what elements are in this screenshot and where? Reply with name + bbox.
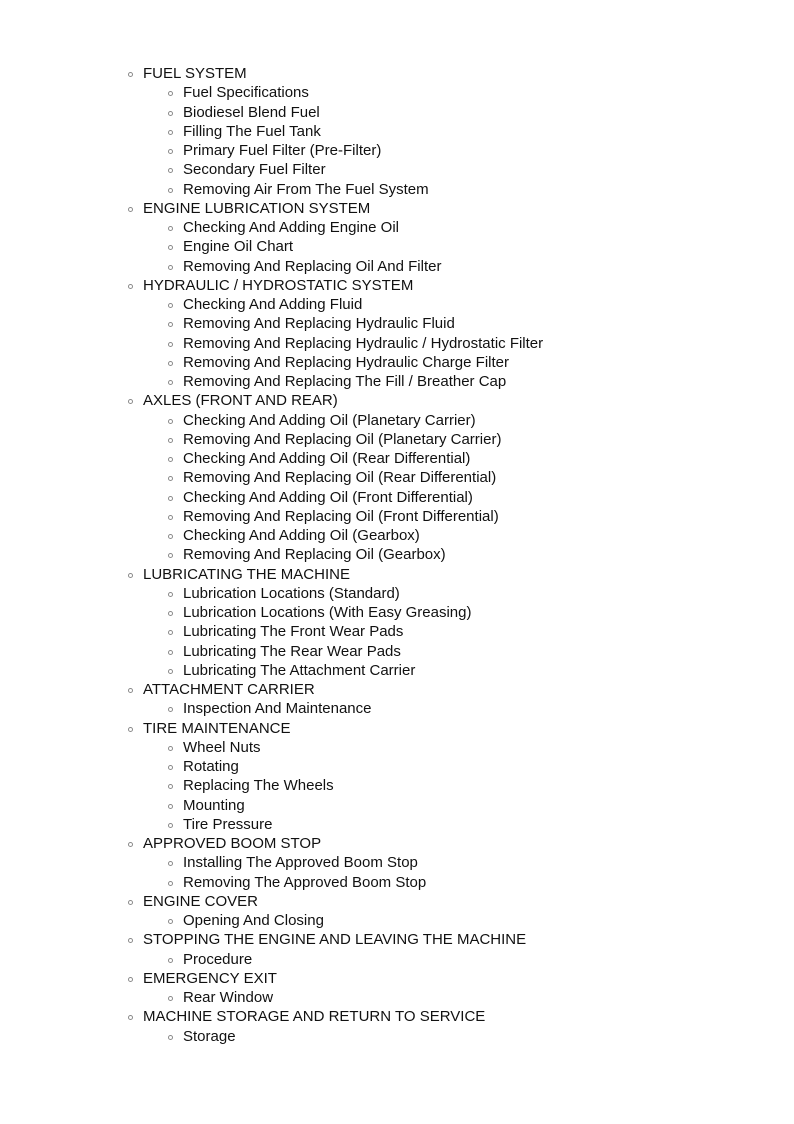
bullet-icon bbox=[168, 1035, 173, 1040]
bullet-icon bbox=[168, 342, 173, 347]
list-item-label: Removing The Approved Boom Stop bbox=[183, 873, 427, 891]
list-item-label: Engine Oil Chart bbox=[183, 238, 294, 256]
bullet-icon bbox=[168, 630, 173, 635]
section-title: AXLES (FRONT AND REAR) bbox=[143, 392, 338, 410]
bullet-icon bbox=[128, 1015, 133, 1020]
section-attachment-carrier bbox=[126, 680, 766, 699]
list-item-label: Checking And Adding Fluid bbox=[183, 296, 363, 313]
list-item bbox=[126, 699, 766, 718]
bullet-icon bbox=[168, 669, 173, 674]
bullet-icon bbox=[168, 303, 173, 308]
section-title: APPROVED BOOM STOP bbox=[143, 835, 322, 852]
section-title: ATTACHMENT CARRIER bbox=[143, 681, 315, 698]
list-item-label: Removing And Replacing Oil (Front Differential) bbox=[183, 507, 499, 525]
list-item-label: Replacing The Wheels bbox=[183, 777, 334, 795]
bullet-icon bbox=[168, 919, 173, 924]
list-item bbox=[126, 141, 766, 160]
list-item bbox=[126, 1027, 766, 1046]
section-title: HYDRAULIC / HYDROSTATIC SYSTEM bbox=[143, 276, 414, 294]
list-item bbox=[126, 661, 766, 680]
list-item-label: Lubrication Locations (With Easy Greasing) bbox=[183, 604, 472, 621]
bullet-icon bbox=[168, 91, 173, 96]
bullet-icon bbox=[168, 611, 173, 616]
bullet-icon bbox=[168, 476, 173, 481]
list-item-label: Mounting bbox=[183, 796, 245, 814]
section-emergency-exit bbox=[126, 969, 766, 988]
section-stopping-engine bbox=[126, 930, 766, 949]
section-title: LUBRICATING THE MACHINE bbox=[143, 565, 350, 583]
bullet-icon bbox=[168, 361, 173, 366]
list-item-label: Installing The Approved Boom Stop bbox=[183, 854, 418, 872]
section-axles bbox=[126, 391, 766, 410]
section-lubricating-machine bbox=[126, 565, 766, 584]
list-item bbox=[126, 622, 766, 641]
list-item-label: Rear Window bbox=[183, 989, 274, 1006]
table-of-contents bbox=[126, 64, 766, 1046]
list-item-label: Inspection And Maintenance bbox=[183, 700, 372, 718]
bullet-icon bbox=[128, 284, 133, 289]
bullet-icon bbox=[168, 534, 173, 539]
list-item bbox=[126, 642, 766, 661]
list-item bbox=[126, 988, 766, 1007]
section-engine-lubrication bbox=[126, 199, 766, 218]
bullet-icon bbox=[168, 496, 173, 501]
list-item-label: Wheel Nuts bbox=[183, 738, 261, 756]
list-item bbox=[126, 950, 766, 969]
bullet-icon bbox=[168, 419, 173, 424]
list-item bbox=[126, 738, 766, 757]
section-title: TIRE MAINTENANCE bbox=[143, 719, 291, 737]
list-item-label: Biodiesel Blend Fuel bbox=[183, 103, 320, 121]
list-item-label: Tire Pressure bbox=[183, 815, 273, 833]
list-item bbox=[126, 526, 766, 545]
list-item bbox=[126, 757, 766, 776]
bullet-icon bbox=[168, 515, 173, 520]
bullet-icon bbox=[168, 130, 173, 135]
section-hydraulic-hydrostatic bbox=[126, 276, 766, 295]
list-item bbox=[126, 911, 766, 930]
list-item-label: Removing And Replacing Hydraulic / Hydrostatic Filter bbox=[183, 334, 544, 352]
list-item bbox=[126, 603, 766, 622]
bullet-icon bbox=[128, 900, 133, 905]
list-item-label: Checking And Adding Engine Oil bbox=[183, 219, 399, 236]
bullet-icon bbox=[168, 457, 173, 462]
section-title: EMERGENCY EXIT bbox=[143, 969, 277, 987]
list-item bbox=[126, 257, 766, 276]
list-item-label: Fuel Specifications bbox=[183, 84, 309, 102]
list-item-label: Removing And Replacing Oil And Filter bbox=[183, 257, 442, 275]
section-fuel-system bbox=[126, 64, 766, 83]
list-item bbox=[126, 796, 766, 815]
list-item-label: Filling The Fuel Tank bbox=[183, 122, 321, 140]
list-item bbox=[126, 372, 766, 391]
list-item bbox=[126, 468, 766, 487]
section-title: FUEL SYSTEM bbox=[143, 65, 247, 82]
list-item bbox=[126, 545, 766, 564]
bullet-icon bbox=[168, 168, 173, 173]
bullet-icon bbox=[128, 72, 133, 77]
list-item-label: Primary Fuel Filter (Pre-Filter) bbox=[183, 142, 382, 159]
list-item bbox=[126, 218, 766, 237]
list-item-label: Removing And Replacing Oil (Rear Differential) bbox=[183, 469, 497, 487]
list-item bbox=[126, 314, 766, 333]
list-item bbox=[126, 853, 766, 872]
bullet-icon bbox=[168, 746, 173, 751]
list-item bbox=[126, 122, 766, 141]
bullet-icon bbox=[168, 438, 173, 443]
section-title: MACHINE STORAGE AND RETURN TO SERVICE bbox=[143, 1008, 486, 1026]
bullet-icon bbox=[168, 245, 173, 250]
bullet-icon bbox=[128, 727, 133, 732]
list-item-label: Checking And Adding Oil (Planetary Carrier) bbox=[183, 411, 476, 429]
list-item-label: Lubricating The Attachment Carrier bbox=[183, 661, 416, 679]
section-engine-cover bbox=[126, 892, 766, 911]
list-item-label: Secondary Fuel Filter bbox=[183, 161, 326, 179]
list-item bbox=[126, 103, 766, 122]
bullet-icon bbox=[168, 958, 173, 963]
bullet-icon bbox=[168, 226, 173, 231]
bullet-icon bbox=[168, 111, 173, 116]
list-item bbox=[126, 584, 766, 603]
bullet-icon bbox=[128, 977, 133, 982]
list-item-label: Rotating bbox=[183, 758, 239, 775]
list-item-label: Removing And Replacing The Fill / Breather Cap bbox=[183, 373, 507, 390]
bullet-icon bbox=[128, 399, 133, 404]
bullet-icon bbox=[168, 265, 173, 270]
bullet-icon bbox=[128, 688, 133, 693]
list-item-label: Lubrication Locations (Standard) bbox=[183, 584, 400, 602]
list-item-label: Lubricating The Rear Wear Pads bbox=[183, 642, 401, 660]
bullet-icon bbox=[168, 861, 173, 866]
list-item-label: Opening And Closing bbox=[183, 912, 324, 929]
section-title: ENGINE COVER bbox=[143, 892, 259, 910]
list-item-label: Checking And Adding Oil (Front Differential) bbox=[183, 488, 473, 506]
list-item-label: Lubricating The Front Wear Pads bbox=[183, 623, 404, 641]
bullet-icon bbox=[128, 842, 133, 847]
list-item-label: Removing Air From The Fuel System bbox=[183, 180, 429, 198]
section-approved-boom-stop bbox=[126, 834, 766, 853]
list-item-label: Checking And Adding Oil (Gearbox) bbox=[183, 527, 420, 544]
list-item bbox=[126, 430, 766, 449]
section-title: ENGINE LUBRICATION SYSTEM bbox=[143, 199, 371, 217]
bullet-icon bbox=[168, 804, 173, 809]
list-item bbox=[126, 83, 766, 102]
list-item bbox=[126, 815, 766, 834]
list-item bbox=[126, 488, 766, 507]
list-item bbox=[126, 776, 766, 795]
bullet-icon bbox=[168, 823, 173, 828]
list-item bbox=[126, 353, 766, 372]
section-title: STOPPING THE ENGINE AND LEAVING THE MACHINE bbox=[143, 931, 527, 949]
bullet-icon bbox=[168, 553, 173, 558]
list-item-label: Removing And Replacing Oil (Gearbox) bbox=[183, 546, 446, 564]
list-item bbox=[126, 295, 766, 314]
section-tire-maintenance bbox=[126, 719, 766, 738]
list-item bbox=[126, 334, 766, 353]
list-item bbox=[126, 411, 766, 430]
list-item bbox=[126, 873, 766, 892]
bullet-icon bbox=[128, 207, 133, 212]
bullet-icon bbox=[168, 881, 173, 886]
list-item bbox=[126, 160, 766, 179]
bullet-icon bbox=[168, 380, 173, 385]
list-item bbox=[126, 449, 766, 468]
bullet-icon bbox=[168, 149, 173, 154]
list-item-label: Storage bbox=[183, 1027, 236, 1045]
bullet-icon bbox=[168, 707, 173, 712]
list-item-label: Procedure bbox=[183, 950, 253, 968]
bullet-icon bbox=[168, 784, 173, 789]
bullet-icon bbox=[168, 996, 173, 1001]
bullet-icon bbox=[128, 938, 133, 943]
bullet-icon bbox=[128, 573, 133, 578]
bullet-icon bbox=[168, 322, 173, 327]
bullet-icon bbox=[168, 592, 173, 597]
bullet-icon bbox=[168, 650, 173, 655]
list-item bbox=[126, 237, 766, 256]
bullet-icon bbox=[168, 188, 173, 193]
list-item-label: Checking And Adding Oil (Rear Differential) bbox=[183, 450, 471, 467]
list-item bbox=[126, 180, 766, 199]
list-item-label: Removing And Replacing Hydraulic Fluid bbox=[183, 315, 455, 333]
section-machine-storage bbox=[126, 1007, 766, 1026]
bullet-icon bbox=[168, 765, 173, 770]
list-item bbox=[126, 507, 766, 526]
list-item-label: Removing And Replacing Hydraulic Charge Filter bbox=[183, 353, 509, 371]
list-item-label: Removing And Replacing Oil (Planetary Carrier) bbox=[183, 430, 502, 448]
